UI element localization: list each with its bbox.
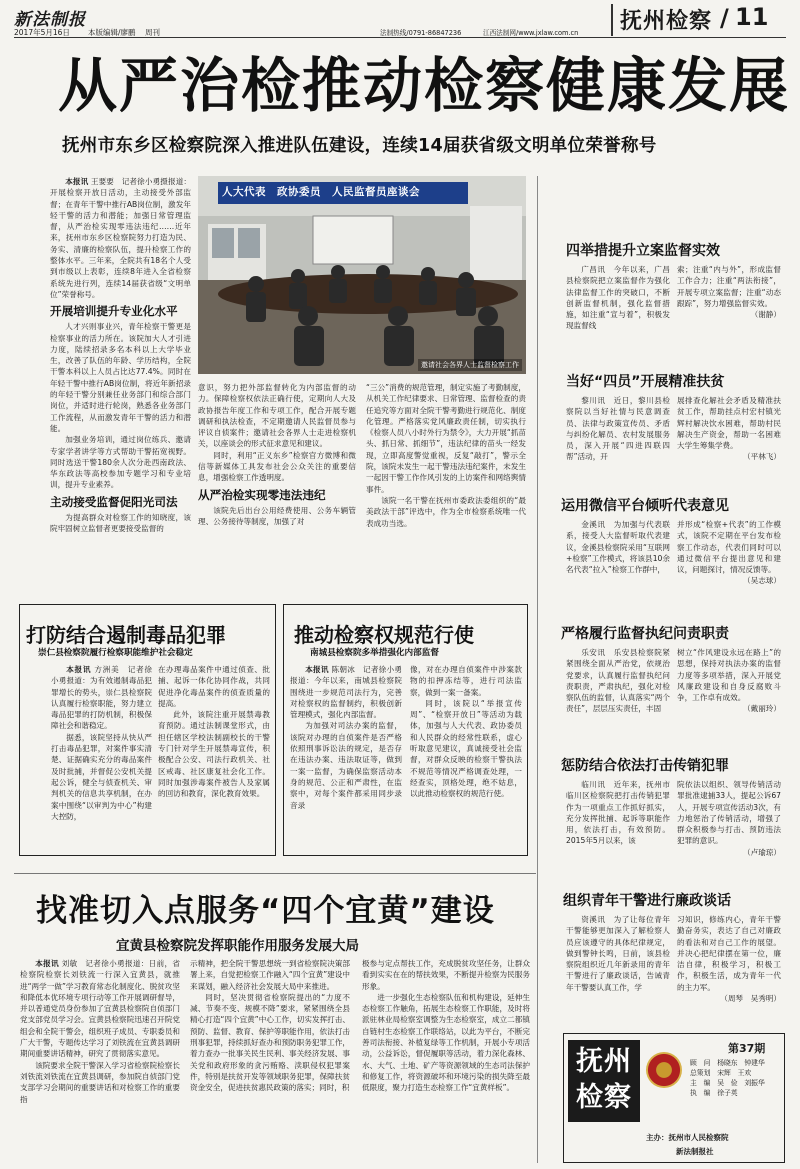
staff-names: 徐子英 xyxy=(717,1089,738,1097)
norms-reporters: 陈朝冰 记者徐小勇报道： xyxy=(290,665,402,686)
brief-5-text-b: 院依法以组织、领导传销活动罪批准逮捕33人，提起公诉67人，开展专项宣传活动3次，有力地惩治了传销活动，增强了群众积极参与打击、预防违法犯罪的意识。 xyxy=(677,780,781,846)
yihuang-column-1 xyxy=(20,958,180,1163)
lead-para-1: 开展检察开放日活动，主动接受外部监督；在青年干警中推行AB岗位制，激发年轻干警的活力和潜能；加强日常管理监督，从严治检实现零违法违纪……近年来，抚州市东乡区检察院努力打造为民、务实、清廉的检察队伍，提升检察工作的整体水平。三年来，全院共有18名个人受到市级以上表彰，连续8年进入全省检察系统先进行列，连续14届获省级“文明单位”荣誉称号。 xyxy=(50,188,191,299)
brief-5-signature: （卢瑜琼） xyxy=(743,847,781,857)
brief-1-text-b: 索；注重“内与外”，形成监督工作合力；注重“两法衔接”，开展专项立案监督；注重“动态跟踪”，努力增强监督实效。 xyxy=(677,265,781,308)
brief-3-left xyxy=(566,519,670,599)
yihuang-column-2 xyxy=(190,958,350,1163)
brief-1-signature: （谢静） xyxy=(750,310,781,320)
procuratorate-emblem-icon xyxy=(646,1052,682,1088)
norms-headline: 推动检察权规范行使 xyxy=(294,623,474,647)
brief-4-signature: （戴丽玲） xyxy=(743,704,781,714)
brief-1-title: 四举措提升立案监督实效 xyxy=(566,243,720,259)
lead-subhead-2: 主动接受监督促阳光司法 xyxy=(50,494,178,509)
brief-4-title: 严格履行监督执纪问责职责 xyxy=(561,626,729,642)
yihuang-para-2: 该院要求全院干警深入学习省检察院检察长刘铁流刘铁流在宜黄县调研，参加院自侦部门党支部学习会期间的重要讲话和对检察工作的重要指 xyxy=(20,1060,180,1104)
lead-para-4: 为提高群众对检察工作的知晓度，该院牢固树立监督者更要接受监督的 xyxy=(50,512,191,534)
brief-3-title: 运用微信平台倾听代表意见 xyxy=(561,498,729,514)
lead-column-3 xyxy=(366,382,526,568)
lead-para-3: 加强业务培训，通过岗位练兵、邀请专家学者讲学等方式帮助干警拓宽视野。同时选送干警180余人次分赴西南政法、华东政法等高校参加专题学习和专业培训，提升专业素养。 xyxy=(50,435,191,490)
co-sponsor-line: 新法制报社 xyxy=(676,1147,714,1156)
lead-para-7: 该院先后出台公用经费使用、公务车辆管理、公务接待等制度，加强了对 xyxy=(198,505,356,526)
lead-subheadline: 抚州市东乡区检察院深入推进队伍建设，连续14届获省级文明单位荣誉称号 xyxy=(62,136,657,156)
hotline: 法制热线/0791-86847236 xyxy=(380,29,462,37)
brand-block xyxy=(568,1040,640,1122)
norms-para-1: 今年以来，南城县检察院围绕进一步规范司法行为，完善对检察权的监督制约，积极创新管理模式，强化内部监督。 xyxy=(290,676,402,720)
yihuang-para-4: 同时，坚决贯彻省检察院提出的“力度不减、节奏不变、规模不降”要求，紧紧围绕全县精心打造“四个宜黄”中心工作，切实发挥打击、预防、监督、教育、保护等职能作用，依法打击刑事犯罪，持续抓好查办和预防职务犯罪工作，着力查办一批事关民生民利、事关经济发展、事关党和政府形象的贪污贿赂、渎职侵权犯罪案件，特别是扶贫开发等领域职务犯罪，保障扶贫资金安全，促进扶贫惠民政策的落实；同时，积 xyxy=(190,992,350,1093)
photo-caption: 邀请社会各界人士监督检察工作 xyxy=(418,359,522,371)
brief-4-text-a: 乐安讯 乐安县检察院紧紧围绕全面从严治党，依规治党要求，认真履行监督执纪问责职责，严肃执纪，强化对检察队伍的监督，认真落实“两个责任”，层层压实责任，丰固 xyxy=(566,648,670,714)
drug-column-1 xyxy=(51,664,152,850)
lead-subhead-3: 从严治检实现零违法违纪 xyxy=(198,487,326,502)
lead-subhead-1: 开展培训提升专业化水平 xyxy=(50,304,178,319)
norms-para-3: 像，对在办理自侦案件中涉案款物的扣押冻结等，进行司法监察，做到一案一备案。 xyxy=(410,665,522,697)
staff-line xyxy=(690,1068,780,1078)
website: 江西法制网/www.jxlaw.com.cn xyxy=(483,29,579,37)
lead-byline: 本报讯 xyxy=(65,177,89,186)
staff-role: 主 编 xyxy=(690,1079,711,1087)
brief-6-right xyxy=(677,914,781,1020)
drug-para-2: 据悉，该院坚持从快从严打击毒品犯罪，对案件事实清楚、证据确实充分的毒品案件及时批捕，并督促公安机关提起公诉，健全与侦查机关、审判机关的信息共享机制，在办案中围绕“以审判为中心”构建大控防， xyxy=(51,732,152,821)
weekday-label: 周刊 xyxy=(145,28,160,37)
brief-3-text-b: 并形成“检察+代表”的工作模式，该院不定期在平台发布检察工作动态，代表们同时可以通过微信平台提出意见和建议，问题探讨，情况反馈等。 xyxy=(677,520,781,575)
lead-reporters: 王要要 记者徐小勇摄报道： xyxy=(90,177,191,186)
issue-number: 第37期 xyxy=(728,1042,766,1055)
brief-3-signature: （吴志球） xyxy=(743,576,781,586)
yihuang-byline: 本报讯 xyxy=(35,959,59,968)
meeting-photo-illustration xyxy=(198,176,526,374)
norms-subheadline: 南城县检察院多举措强化内部监督 xyxy=(310,648,439,658)
brief-5-text-a: 临川讯 近年来，抚州市临川区检察院把打击传销犯罪作为一项重点工作抓好抓实，充分发挥批捕、起诉等职能作用，依法打击，有效预防。2015年5月以来，该 xyxy=(566,780,670,846)
lead-headline: 从严治检推动检察健康发展 xyxy=(58,51,791,120)
brief-5-left xyxy=(566,779,670,875)
drug-para-1: 为有效遏制毒品犯罪增长的势头，崇仁县检察院认真履行检察职能，努力建立毒品犯罪的打防机制，积极保障社会和谐稳定。 xyxy=(51,676,152,731)
lead-para-8: “三公”消费的规范管理，制定实施了考勤制度，从机关工作纪律要求、日常管理、监督检查的责任追究等方面对全院干警考勤进行规范化、制度化管理。严格落实党风廉政责任制，切实执行《检察人员八小时外行为禁令》，大力开展“抓苗头、抓日常、抓细节”，违法纪律的苗头一经发现，立即高度警觉重视，反复“敲打”，警示全院，该院未发生一起干警违法违纪案件，未发生一起因干警工作作风引发的上访案件和网络舆情事件。 xyxy=(366,383,526,494)
brief-3-right xyxy=(677,519,781,599)
masthead: 新法制报 xyxy=(14,10,86,30)
brief-2-text-b: 展排查化解社会矛盾及精准扶贫工作，帮助挂点村宏村镇光辉村解决饮水困难，帮助村民解决生产资金，帮助一名困难大学生筹集学费。 xyxy=(677,396,781,451)
staff-names: 杨晓东 钟建华 xyxy=(717,1059,765,1067)
yihuang-para-1: 日前，省检察院检察长刘铁流一行深入宜黄县，就推进“两学一做”学习教育常态化制度化、脱贫攻坚和降低本优环境专项行动等工作开展调研督导，并以普通党员身份参加了宜黄县检察院自侦部门党支部党员学习会。宜黄县检察院迅速召开院党组会和全院干警会，组织班子成员、专职委员和广大干警，专题传达学习了刘铁流在宜黄县调研期间重要讲话精神，研究了贯彻落实意见。 xyxy=(20,959,180,1059)
brief-6-left xyxy=(566,914,670,1020)
drug-reporters: 方洲美 记者徐小勇报道： xyxy=(51,665,152,686)
yihuang-subheadline: 宜黄县检察院发挥职能作用服务发展大局 xyxy=(116,938,359,954)
brief-2-left xyxy=(566,395,670,480)
section-name: 抚州检察 xyxy=(620,9,713,34)
page-editor: 本版编辑/廖鹏 xyxy=(88,28,136,37)
drug-column-2 xyxy=(158,664,270,850)
brief-6-text-b: 习知识，修练内心，青年干警勤奋务实，表达了自己对廉政的看法和对自己工作的展望。并决心把纪律摆在第一位，廉洁自律，积极学习，积极工作，积极生活，成为青年一代的主力军。 xyxy=(677,915,781,992)
staff-role: 顾 问 xyxy=(690,1059,711,1067)
brief-6-signature: （周琴 吴秀明） xyxy=(720,994,781,1004)
brief-4-left xyxy=(566,647,670,739)
staff-line xyxy=(690,1058,780,1068)
lead-photo xyxy=(198,176,526,374)
yihuang-para-6: 进一步强化生态检察队伍和机构建设，延伸生态检察工作触角，拓展生态检察工作职能，及时将派驻林业局检察室调整为生态检察室，成立二都镇自链村生态检察工作联络站，以此为平台，不断完善司法衔接、补植复绿等工作机制，开展小专项活动，公益诉讼，督促履职等活动，着力深化森林、水、大气、土地、矿产等资源领域的生态司法保护和修复工作，将资源破坏和环境污染的损失降至最低限度，聚力打造生态检察工作“宜黄样板”。 xyxy=(362,992,530,1093)
norms-column-1 xyxy=(290,664,402,850)
brief-3-text-a: 金溪讯 为加强与代表联系，接受人大监督听取代表建议，金溪县检察院采用“互联网+检察”工作模式，将该县10余名代表“拉入”检察工作群中， xyxy=(566,520,670,575)
drug-para-4: 此外，该院注重开展禁毒教育预防。通过法制课堂形式，由担任辖区学校法制副校长的干警专门针对学生开展禁毒宣传，积极配合公安、司法行政机关、社区戒毒、社区康复社会化工作。同时加强涉毒案件被告人及家属的回访和教育，深化教育效果。 xyxy=(158,710,270,799)
sponsor-line: 主办：抚州市人民检察院 xyxy=(646,1133,729,1142)
lead-column-2 xyxy=(198,382,356,568)
brief-2-title: 当好“四员”开展精准扶贫 xyxy=(566,374,725,390)
staff-names: 吴 俭 刘振华 xyxy=(717,1079,765,1087)
brief-2-signature: （平林飞） xyxy=(743,452,781,462)
drug-headline: 打防结合遏制毒品犯罪 xyxy=(26,623,226,647)
yihuang-para-3: 示精神，把全院干警思想统一到省检察院决策部署上来，自觉把检察工作融入“四个宜黄”建设中来谋划，融入经济社会发展大局中来推进。 xyxy=(190,959,350,991)
lead-para-5: 意识，努力把外部监督转化为内部监督的动力。保障检察权依法正确行使，定期向人大及政协报告年度工作和专项工作，配合开展专题调研和执法检查，不定期邀请人民监督员参与评议自侦案件；邀请社会各界人士走进检察机关，以座谈会的形式征求意见和建议。 xyxy=(198,383,356,449)
lead-column-1 xyxy=(50,176,191,568)
staff-line xyxy=(690,1088,780,1098)
yihuang-top-rule xyxy=(14,873,536,874)
staff-names: 宋辉 王欢 xyxy=(717,1069,752,1077)
header-rule xyxy=(14,37,786,38)
brief-6-text-a: 资溪讯 为了让每位青年干警能够更加深入了解检察人员应该遵守的具体纪律规定，做到警钟长鸣，日前，该县检察院组织近几年新录用的青年干警进行了廉政谈话，告诫青年干警要认真工作，学 xyxy=(566,915,670,992)
drug-para-3: 在办理毒品案件中通过侦查、批捕、起诉一体化协同作战，共同促进净化毒品案件的侦查质量的提高。 xyxy=(158,665,270,708)
brand-text: 抚州检察 xyxy=(576,1046,632,1113)
brief-2-text-a: 黎川讯 近日，黎川县检察院以当好社情与民意调查员、法律与政策宣传员、矛盾与纠纷化解员、农村发展服务员，深入开展“四进四联四帮”活动，开 xyxy=(566,396,670,462)
header-divider xyxy=(611,4,613,36)
brief-4-right xyxy=(677,647,781,739)
brief-5-title: 惩防结合依法打击传销犯罪 xyxy=(561,758,729,774)
page-number: 11 xyxy=(735,3,769,31)
brief-1-left xyxy=(566,264,670,354)
yihuang-column-3 xyxy=(362,958,530,1163)
lead-para-9: 该院一名干警在抚州市委政法委组织的“最美政法干部”评选中，作为全市检察系统唯一代表成功当选。 xyxy=(366,495,526,528)
staff-role: 总策划 xyxy=(690,1069,711,1077)
drug-subheadline: 崇仁县检察院履行检察职能维护社会稳定 xyxy=(38,648,193,658)
brief-1-right xyxy=(677,264,781,354)
brief-4-text-b: 树立“作风建设永远在路上”的思想，保持对执法办案的监督力度等多项举措，深入开展党风廉政建设和自身反腐败斗争，工作卓有成效。 xyxy=(677,648,781,703)
drug-byline: 本报讯 xyxy=(66,665,92,674)
yihuang-reporters: 刘敏 记者徐小勇报道： xyxy=(61,959,149,968)
lead-para-6: 同时，利用“正义东乡”检察官方微博和微信等新媒体工具发布社会公众关注的重要信息，增强检察工作透明度。 xyxy=(198,450,356,483)
norms-para-2: 为加强对司法办案的监督，该院对办理的自侦案件是否严格依照刑事诉讼法的规定，是否存在违法办案、违法取证等，做到一案一监督，为确保监察活动本身的规范、公正和严肃性，在监察中，对每个案件都采用同步录音录 xyxy=(290,721,402,810)
lead-para-2: 人才兴则事业兴，青年检察干警更是检察事业的活力所在。该院加大人才引进力度，陆续招录多名本科以上大学毕业生，改善了队伍的年龄、学历结构，全院干警本科以上人员占比达77.4%。同时在年轻干警中推行AB岗位制，将近年新招录的年轻干警分别兼任业务部门和综合部门岗位，并适时进行轮岗，熟悉各业务部门工作流程，从而激发青年干警的活力和潜能。 xyxy=(50,322,191,433)
norms-para-4: 同时，该院以“举报宣传周”、“检察开放日”等活动为载体，加强与人大代表、政协委员和人民群众的经常性联系，虚心听取意见建议，真诚接受社会监督，对群众反映的检察干警执法不规范等情况严格调查处理，一经查实，顶格处理，绝不姑息，以此推动检察权的规范行使。 xyxy=(410,698,522,799)
staff-line xyxy=(690,1078,780,1088)
brief-1-text-a: 广昌讯 今年以来，广昌县检察院把立案监督作为强化法律监督工作的突破口，不断创新监督机制，强化监督措施，如注重“宣与着”，积极发现监督线 xyxy=(566,265,670,331)
photo-banner-text: 人大代表 政协委员 人民监督员座谈会 xyxy=(222,186,420,198)
brief-5-right xyxy=(677,779,781,875)
right-column-divider xyxy=(537,176,538,1163)
brief-2-right xyxy=(677,395,781,480)
norms-column-2 xyxy=(410,664,522,850)
staff-role: 执 编 xyxy=(690,1089,711,1097)
slash-mark: / xyxy=(720,4,729,32)
staff-list xyxy=(690,1058,780,1098)
norms-byline: 本报讯 xyxy=(305,665,329,674)
issue-date: 2017年5月16日 xyxy=(14,28,70,37)
yihuang-para-5: 极参与定点帮扶工作，充成脱贫攻坚任务，让群众看到实实在在的帮扶效果，不断提升检察为民服务形象。 xyxy=(362,959,530,991)
brief-6-title: 组织青年干警进行廉政谈话 xyxy=(563,893,731,909)
yihuang-headline: 找准切入点服务“四个宜黄”建设 xyxy=(36,893,495,929)
